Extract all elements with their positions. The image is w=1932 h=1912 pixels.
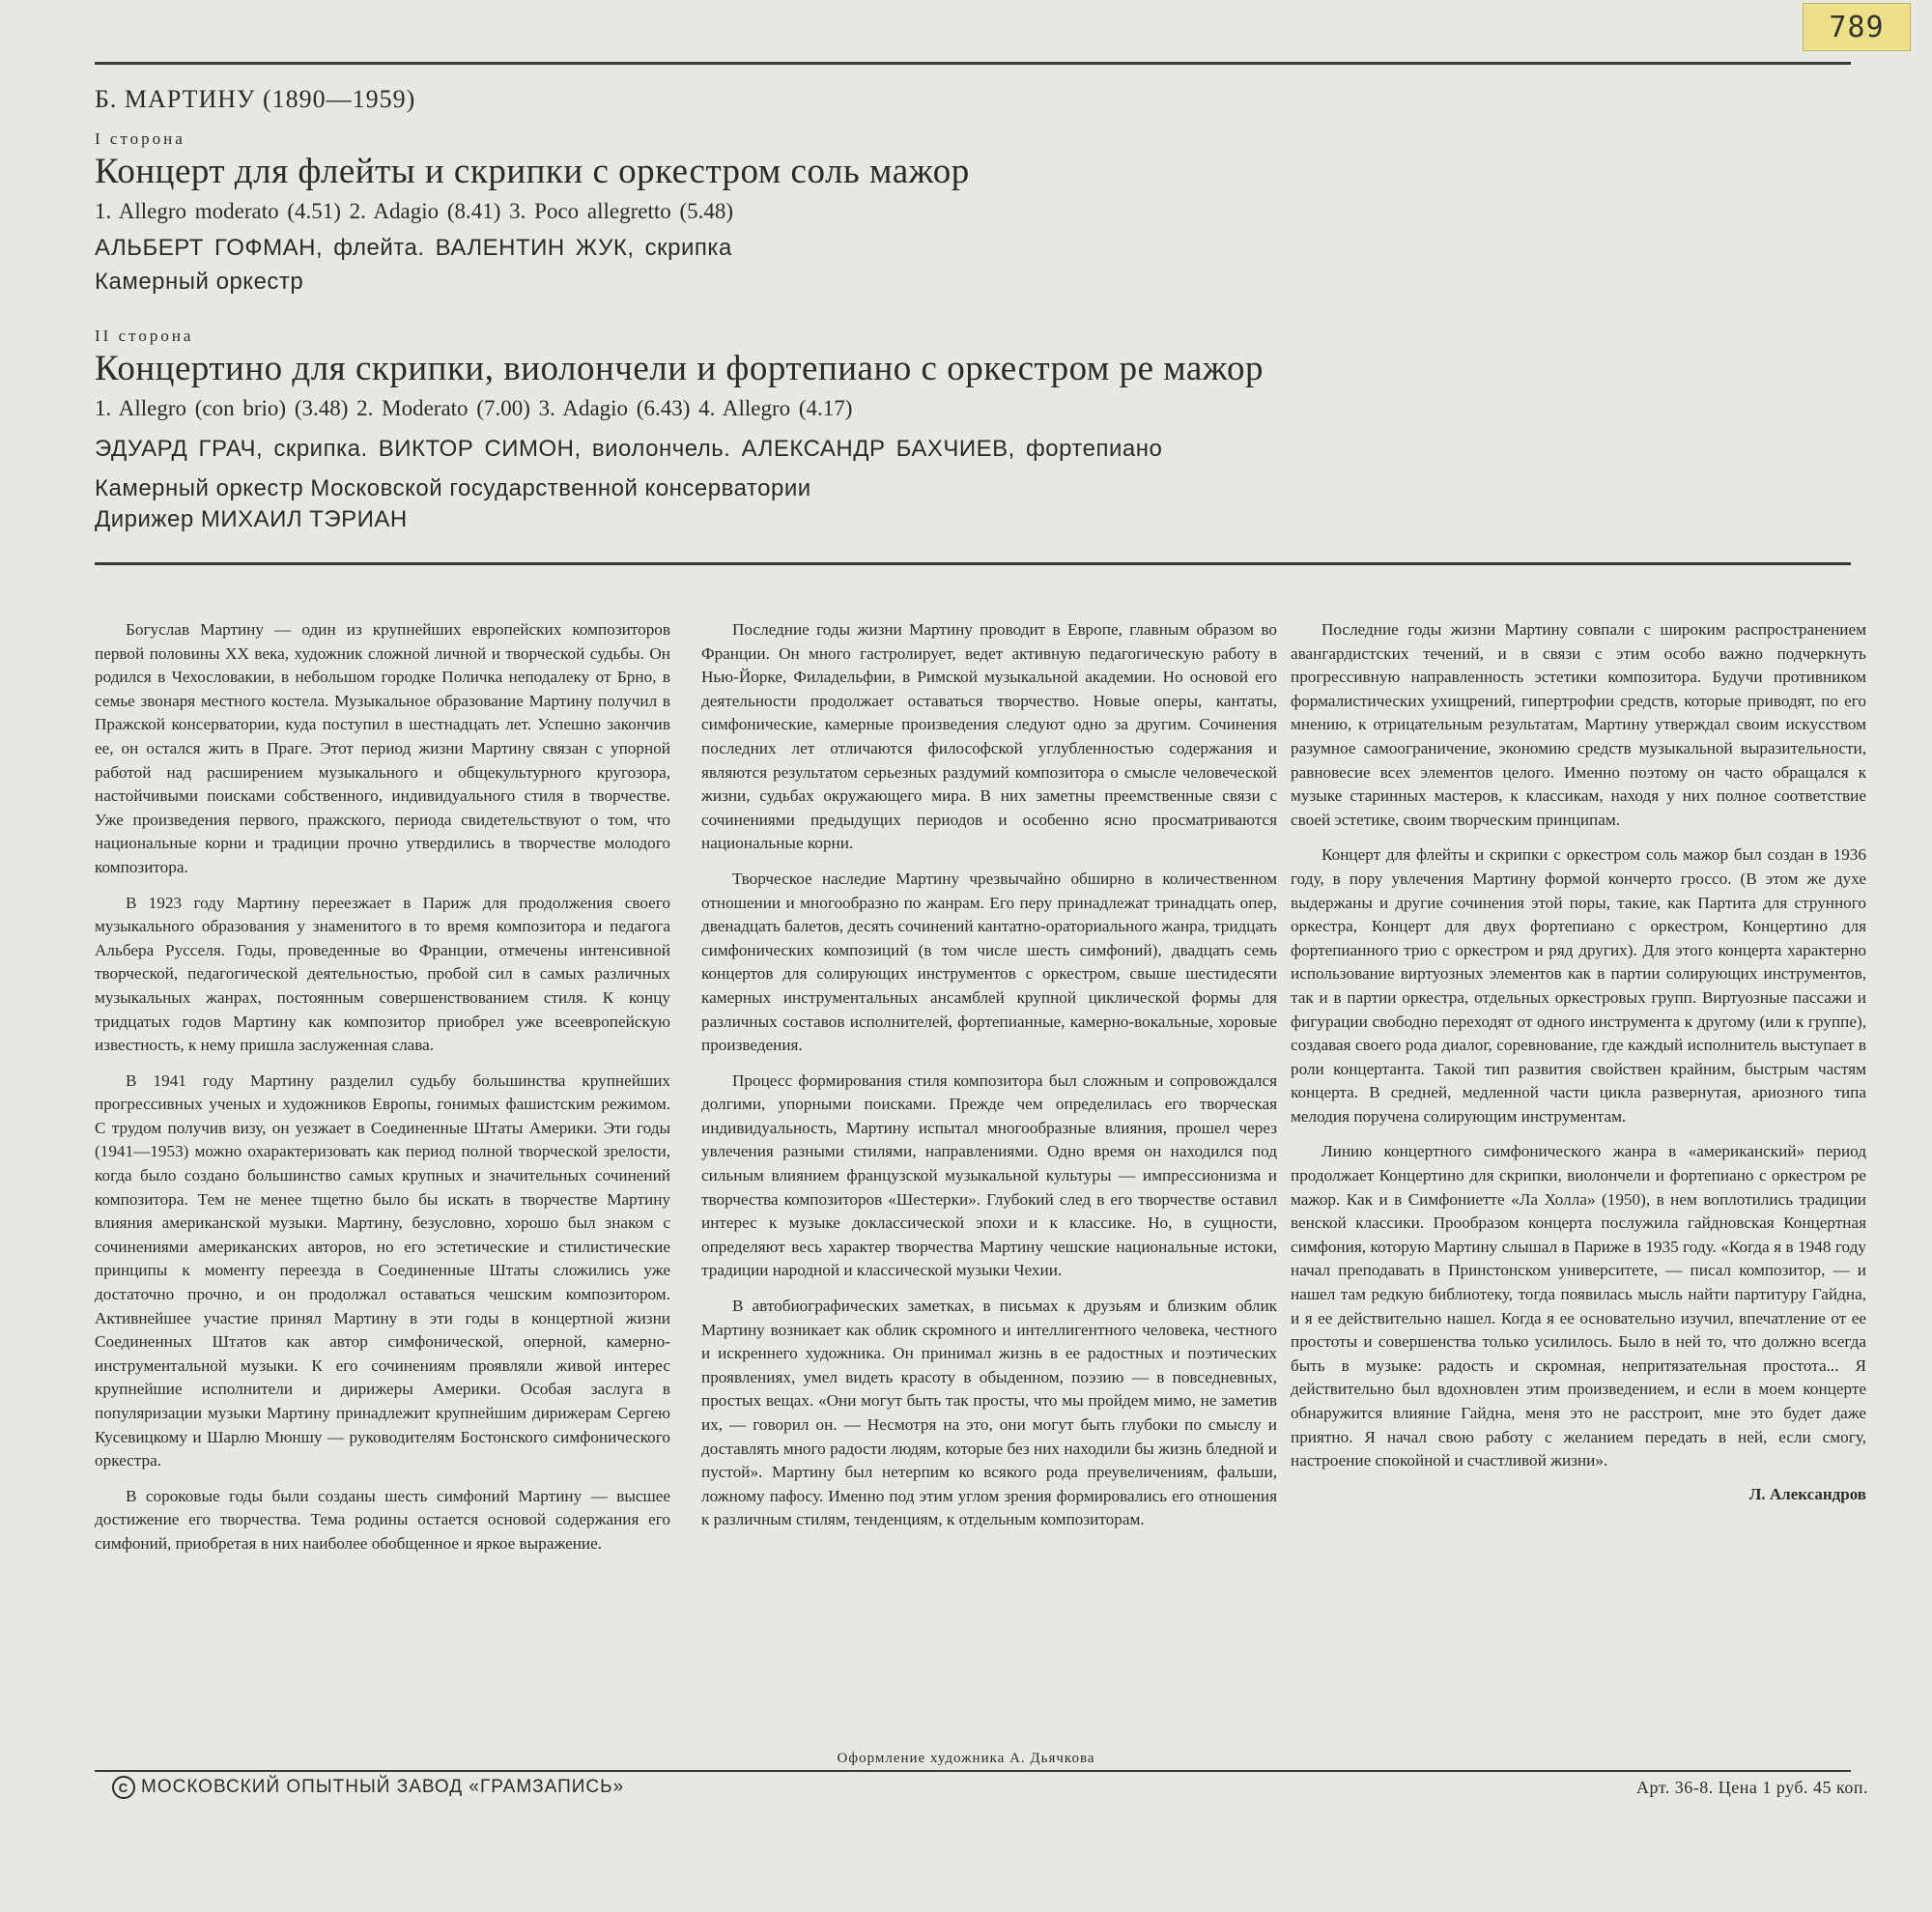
paragraph: В сороковые годы были созданы шесть симфоний Мартину — высшее достижение его творчества. Тема родины остается основой содержания его симфоний, приобретая в них наиболее обобщенное и яркое выражение. (95, 1486, 670, 1553)
paragraph: Богуслав Мартину — один из крупнейших европейских композиторов первой половины XX века, художник сложной личной и творческой судьбы. Он родился в Чехословакии, в небольшом городке Поличка неподалеку от Брно, в семье звонаря местного костела. Музыкальное образование Мартину получил в Пражской консерватории, куда поступил в шестнадцать лет. Успешно закончив ее, он остался жить в Праге. Этот период жизни Мартину связан с упорной работой над расширением музыкального и общекультурного кругозора, настойчивыми поисками собственного, индивидуального стиля в творчестве. Уже произведения первого, пражского, периода свидетельствуют о том, что национальные корни и традиции прочно утвердились в творчестве молодого композитора. (95, 620, 670, 876)
paragraph: Линию концертного симфонического жанра в «американский» период продолжает Концертино для скрипки, виолончели и фортепиано с оркестром ре мажор. Как и в Симфониетте «Ла Холла» (1950), в нем воплотились традиции венской классики. Прообразом концерта послужила гайдновская Концертная симфония, которую Мартину слышал в Париже в 1935 году. «Когда я в 1948 году начал преподавать в Принстонском университете, — писал композитор, — и нашел там редкую библиотеку, тогда появилась мысль найти партитуру Гайдна, и я ее действительно нашел. Когда я ее основательно изучил, впечатление от ее простоты и совершенства только усилилось. Было в ней то, что должно всегда быть в музыке: радость и скромная, непритязательная простота... Я действительно был вдохновлен этим произведением, и если в моем концерте обнаружится влияние Гайдна, меня это не расстроит, мне это будет даже приятно. Я начал свою работу с желанием передать в ней, если смогу, настроение спокойной и счастливой жизни». (1291, 1142, 1866, 1470)
publisher-name: МОСКОВСКИЙ ОПЫТНЫЙ ЗАВОД «ГРАМЗАПИСЬ» (141, 1777, 625, 1797)
side2-movements: 1. Allegro (con brio) (3.48) 2. Moderato (7.00) 3. Adagio (6.43) 4. Allegro (4.17) (95, 396, 853, 420)
paragraph: Последние годы жизни Мартину проводит в Европе, главным образом во Франции. Он много гастролирует, ведет активную педагогическую работу в Нью-Йорке, Филадельфии, в Римской музыкальной академии. Но основой его деятельности продолжает оставаться творчество. Новые оперы, кантаты, симфонические, камерные произведения следуют одно за другим. Сочинения последних лет отличаются философской углубленностью содержания и являются результатом серьезных раздумий композитора о смысле человеческой жизни, судьбах окружающего мира. В них заметны преемственные связи с сочинениями предыдущих периодов и особенно ясно просматриваются национальные корни. (701, 620, 1277, 853)
composer-name: Б. МАРТИНУ (1890—1959) (95, 85, 416, 113)
side2-label: II сторона (95, 327, 194, 345)
header-divider-rule (95, 562, 1851, 565)
side1-movements: 1. Allegro moderato (4.51) 2. Adagio (8.41) 3. Poco allegretto (5.48) (95, 199, 734, 223)
side2-performers: ЭДУАРД ГРАЧ, скрипка. ВИКТОР СИМОН, виолончель. АЛЕКСАНДР БАХЧИЕВ, фортепиано (95, 436, 1163, 462)
design-credit: Оформление художника А. Дьячкова (837, 1751, 1095, 1766)
article-column-2 (701, 618, 1277, 1544)
catalog-price: Арт. 36-8. Цена 1 руб. 45 коп. (1635, 1778, 1868, 1797)
side1-ensemble: Камерный оркестр (95, 269, 304, 295)
copyright-icon: C (112, 1776, 135, 1799)
side2-title: Концертино для скрипки, виолончели и фортепиано с оркестром ре мажор (95, 349, 1264, 388)
paragraph: Творческое наследие Мартину чрезвычайно обширно в количественном отношении и многообразно по жанрам. Его перу принадлежат тринадцать опер, двенадцать балетов, десять сочинений кантатно-ораториального жанра, тридцать симфонических композиций (в том числе шесть симфоний), двадцать семь концертов для солирующих инструментов с оркестром, свыше шестидесяти камерных инструментальных ансамблей крупной циклической формы для различных составов исполнителей, фортепианные, камерно-вокальные, хоровые произведения. (701, 869, 1277, 1055)
paragraph: В автобиографических заметках, в письмах к друзьям и близким облик Мартину возникает как облик скромного и интеллигентного человека, честного и искреннего художника. Он принимал жизнь в ее радостных и поэтических проявлениях, умел видеть красоту в обыденном, поэзию — в повседневных, простых вещах. «Они могут быть так просты, что мы пройдем мимо, не заметив их, — говорил он. — Несмотря на это, они могут быть глубоки по смыслу и доставлять много радости людям, которые без них находили бы жизнь бледной и пустой». Мартину был нетерпим ко всякого рода преувеличениям, фальши, ложному пафосу. Именно под этим углом зрения формировались его отношения к различным стилям, тенденциям, к отдельным композиторам. (701, 1297, 1277, 1529)
side1-label: I сторона (95, 129, 185, 148)
footer-rule (95, 1770, 1851, 1772)
side2-ensemble: Камерный оркестр Московской государственной консерватории (95, 475, 811, 501)
side2-conductor: Дирижер МИХАИЛ ТЭРИАН (95, 506, 408, 532)
record-header (95, 85, 1853, 535)
paragraph: Процесс формирования стиля композитора был сложным и сопровождался долгими, упорными поисками. Прежде чем определилась его творческая индивидуальность, Мартину испытал многообразные влияния, прошел через увлечения разными стилями, направлениями. Одно время он находился под сильным влиянием французской музыкальной культуры — импрессионизма и творчества композиторов «Шестерки». Глубокий след в его творчестве оставил интерес к музыке доклассической эпохи и к классике. Но, в сущности, определяют весь характер творчества Мартину чешские национальные истоки, традиции народной и классической музыки Чехии. (701, 1070, 1277, 1280)
side1-performers: АЛЬБЕРТ ГОФМАН, флейта. ВАЛЕНТИН ЖУК, скрипка (95, 235, 732, 261)
paragraph: Концерт для флейты и скрипки с оркестром соль мажор был создан в 1936 году, в пору увлечения Мартину формой кончерто гроссо. (В этом же духе выдержаны и другие сочинения этой поры, такие, как Партита для струнного оркестра, Концерт для двух фортепиано с оркестром, Концертино для фортепианного трио с оркестром и ряд других). Для этого концерта характерно использование виртуозных элементов как в партии солирующих инструментов, так и в партии оркестра, отдельных оркестровых групп. Виртуозные пассажи и фигурации свободно переходят от одного инструмента к другому (или к группе), создавая своего рода диалог, соревнование, где каждый исполнитель выступает в роли концертанта. Такой тип развития свойствен крайним, быстрым частям концерта. В средней, медленной части цикла развернутая, ариозного типа мелодия поручена солирующим инструментам. (1291, 845, 1866, 1126)
side1-title: Концерт для флейты и скрипки с оркестром соль мажор (95, 152, 970, 191)
article-column-1 (95, 618, 670, 1568)
paragraph: В 1941 году Мартину разделил судьбу большинства крупнейших прогрессивных ученых и художников Европы, гонимых фашистским режимом. С трудом получив визу, он уезжает в Соединенные Штаты Америки. Эти годы (1941—1953) можно охарактеризовать как период полной творческой зрелости, когда было создано большинство самых крупных и значительных сочинений композитора. Тем не менее тщетно было бы искать в творчестве Мартину влияния американской музыки. Мартину, безусловно, хорошо был знаком с сочинениями американских авторов, но его эстетические и стилистические принципы к моменту переезда в Соединенные Штаты сложились уже достаточно прочно, и он продолжал оставаться чешским композитором. Активнейшее участие принял Мартину в эти годы в концертной жизни Соединенных Штатов как автор симфонической, оперной, камерно-инструментальной музыки. К его сочинениям проявляли живой интерес крупнейшие исполнители и дирижеры Америки. Особая заслуга в популяризации музыки Мартину принадлежит крупнейшим дирижерам Сергею Кусевицкому и Шарлю Мюншу — руководителям Бостонского симфонического оркестра. (95, 1070, 670, 1470)
catalog-sticker: 789 (1803, 3, 1911, 51)
paragraph: В 1923 году Мартину переезжает в Париж для продолжения своего музыкального образования у знаменитого в то время композитора и педагога Альбера Русселя. Годы, проведенные во Франции, отмечены интенсивной творческой, педагогической деятельностью, пробой сил в самых различных музыкальных жанрах, постоянным совершенствованием стиля. К концу тридцатых годов Мартину как композитор приобрел уже всеевропейскую известность, к нему пришла заслуженная слава. (95, 893, 670, 1055)
top-rule (95, 62, 1851, 65)
article-column-3 (1291, 618, 1866, 1504)
publisher-line (112, 1776, 624, 1799)
paragraph: Последние годы жизни Мартину совпали с широким распространением авангардистских течений, и в связи с этим особо важно подчеркнуть прогрессивную направленность эстетики композитора. Будучи противником формалистических ухищрений, гипертрофии средств, которые приводят, по его мнению, к отрицательным результатам, Мартину утверждал своим искусством разумное самоограничение, экономию средств музыкальной выразительности, равновесие всех элементов целого. Именно поэтому он часто обращался к музыке старинных мастеров, к классикам, находя у них полное соответствие своей эстетике, своим творческим принципам. (1291, 620, 1866, 829)
article-signature: Л. Александров (1748, 1484, 1866, 1503)
